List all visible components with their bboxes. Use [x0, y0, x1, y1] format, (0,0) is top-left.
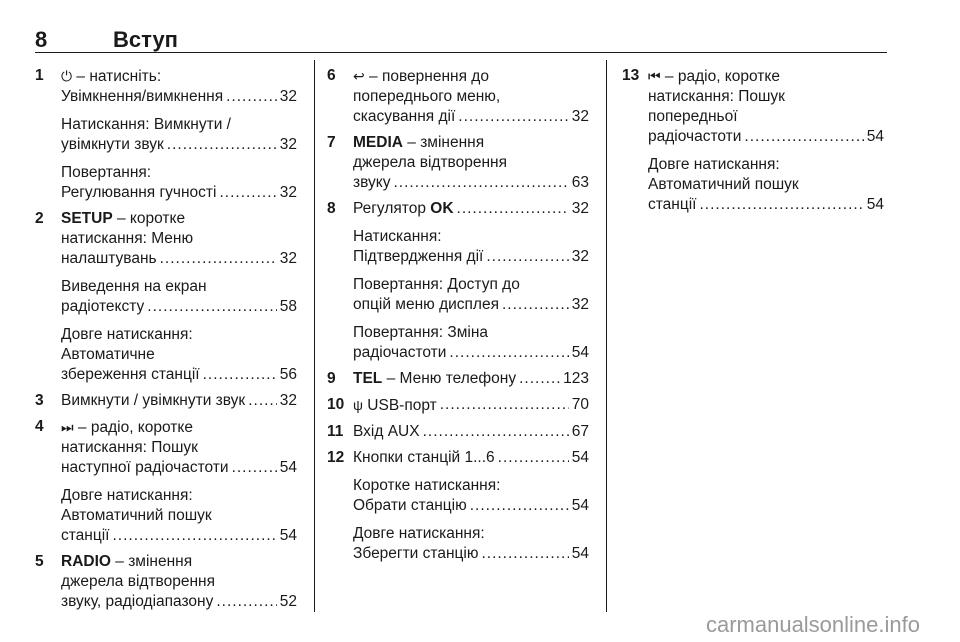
page-ref: 58	[279, 298, 297, 315]
column-1	[35, 66, 297, 618]
entry-text: збереження станції	[61, 366, 200, 383]
entry-number: 12	[327, 449, 345, 466]
key-label: OK	[430, 200, 454, 217]
entry-text: Довге натискання:	[61, 487, 193, 504]
entry-text: – коротке	[117, 210, 186, 227]
entry-text: радіотексту	[61, 298, 145, 315]
key-label: SETUP	[61, 210, 113, 227]
page-ref: 32	[279, 250, 297, 267]
key-label: RADIO	[61, 553, 111, 570]
entry-text: станції	[61, 527, 110, 544]
page-ref: 63	[571, 174, 589, 191]
entry-number: 6	[327, 67, 336, 84]
entry-4	[35, 417, 297, 546]
page-ref: 32	[279, 392, 297, 409]
page-ref: 54	[279, 527, 297, 544]
page-ref: 70	[571, 396, 589, 413]
entry-text: Виведення на екран	[61, 278, 207, 295]
entry-text: увімкнути звук	[61, 136, 164, 153]
entry-text: Вимкнути / увімкнути звук	[61, 392, 246, 409]
entry-number: 10	[327, 396, 345, 413]
entry-7	[327, 133, 589, 193]
entry-5	[35, 552, 297, 612]
page-ref: 123	[563, 370, 589, 387]
entry-3	[35, 391, 297, 411]
entry-text: Увімкнення/вимкнення	[61, 88, 224, 105]
column-divider-2	[606, 60, 607, 612]
column-3	[622, 66, 884, 221]
entry-text: натискання: Пошук	[648, 88, 785, 105]
entry-text: – натисніть:	[76, 68, 162, 85]
entry-text: Довге натискання:	[353, 525, 485, 542]
entry-text: Автоматичний пошук	[61, 507, 212, 524]
entry-text: Повертання: Зміна	[353, 324, 489, 341]
page-title: Вступ	[113, 27, 178, 52]
entry-text: Натискання:	[353, 228, 442, 245]
page-ref: 54	[571, 545, 589, 562]
entry-text: опцій меню дисплея	[353, 296, 499, 313]
page-ref: 32	[571, 296, 589, 313]
entry-number: 3	[35, 392, 44, 409]
entry-number: 2	[35, 210, 44, 227]
page-ref: 54	[571, 344, 589, 361]
page-ref: 32	[279, 136, 297, 153]
key-label: TEL	[353, 370, 383, 387]
entry-text: Повертання: Доступ до	[353, 276, 520, 293]
entry-text: Автоматичне	[61, 346, 155, 363]
entry-text: джерела відтворення	[61, 573, 215, 590]
header-rule	[35, 52, 887, 53]
key-label: MEDIA	[353, 134, 403, 151]
entry-text: Автоматичний пошук	[648, 176, 799, 193]
entry-number: 13	[622, 67, 640, 84]
entry-9	[327, 369, 589, 389]
page-number: 8	[35, 27, 48, 52]
entry-text: – повернення до	[369, 68, 489, 85]
entry-text: натискання: Меню	[61, 230, 194, 247]
skip-back-icon: ⏮	[648, 68, 661, 84]
page-ref: 32	[279, 184, 297, 201]
entry-text: звуку, радіодіапазону	[61, 593, 214, 610]
entry-text: Повертання:	[61, 164, 152, 181]
entry-text: – радіо, коротке	[664, 68, 780, 85]
entry-number: 4	[35, 418, 44, 435]
entry-text: попереднього меню,	[353, 88, 501, 105]
entry-1	[35, 66, 297, 203]
entry-6	[327, 66, 589, 127]
page-ref: 32	[571, 200, 589, 217]
page-ref: 54	[571, 449, 589, 466]
entry-text: Підтвердження дії	[353, 248, 484, 265]
entry-text: Обрати станцію	[353, 497, 467, 514]
entry-text: Довге натискання:	[648, 156, 780, 173]
entry-text: Натискання: Вимкнути /	[61, 116, 231, 133]
page-ref: 32	[571, 108, 589, 125]
entry-text: натискання: Пошук	[61, 439, 198, 456]
entry-13	[622, 66, 884, 215]
skip-forward-icon: ⏭	[61, 419, 74, 435]
entry-12	[327, 448, 589, 564]
entry-text: – Меню телефону	[386, 370, 517, 387]
entry-text: – змінення	[407, 134, 485, 151]
entry-number: 1	[35, 67, 44, 84]
watermark: carmanualsonline.info	[705, 612, 920, 637]
entry-text: звуку	[353, 174, 391, 191]
entry-text: – змінення	[115, 553, 193, 570]
power-icon: ⏻	[61, 68, 73, 84]
entry-number: 7	[327, 134, 336, 151]
page-ref: 54	[866, 196, 884, 213]
usb-icon: ψ	[353, 397, 363, 413]
page-ref: 32	[279, 88, 297, 105]
entry-10	[327, 395, 589, 416]
entry-text: наступної радіочастоти	[61, 459, 229, 476]
page-ref: 52	[279, 593, 297, 610]
column-2	[327, 66, 589, 570]
entry-number: 8	[327, 200, 336, 217]
entry-8	[327, 199, 589, 363]
page-ref: 32	[571, 248, 589, 265]
entry-text: Вхід AUX	[353, 423, 420, 440]
entry-text: Регулювання гучності	[61, 184, 217, 201]
entry-text: скасування дії	[353, 108, 456, 125]
entry-11	[327, 422, 589, 442]
page-ref: 54	[866, 128, 884, 145]
entry-text: станції	[648, 196, 697, 213]
entry-text: – радіо, коротке	[77, 419, 193, 436]
entry-text: Зберегти станцію	[353, 545, 479, 562]
page-ref: 54	[279, 459, 297, 476]
entry-number: 11	[327, 423, 344, 440]
entry-text: Регулятор	[353, 200, 426, 217]
page-ref: 56	[279, 366, 297, 383]
entry-text: Коротке натискання:	[353, 477, 501, 494]
page-ref: 54	[571, 497, 589, 514]
page-ref: 67	[571, 423, 589, 440]
entry-text: радіочастоти	[353, 344, 447, 361]
entry-number: 9	[327, 370, 336, 387]
entry-text: попередньої	[648, 108, 738, 125]
entry-2	[35, 209, 297, 385]
entry-text: Довге натискання:	[61, 326, 193, 343]
entry-text: радіочастоти	[648, 128, 742, 145]
back-icon: ↩	[353, 68, 365, 84]
entry-text: USB-порт	[367, 397, 437, 414]
entry-text: Кнопки станцій 1...6	[353, 449, 495, 466]
column-divider-1	[314, 60, 315, 612]
entry-text: джерела відтворення	[353, 154, 507, 171]
entry-number: 5	[35, 553, 44, 570]
entry-text: налаштувань	[61, 250, 157, 267]
